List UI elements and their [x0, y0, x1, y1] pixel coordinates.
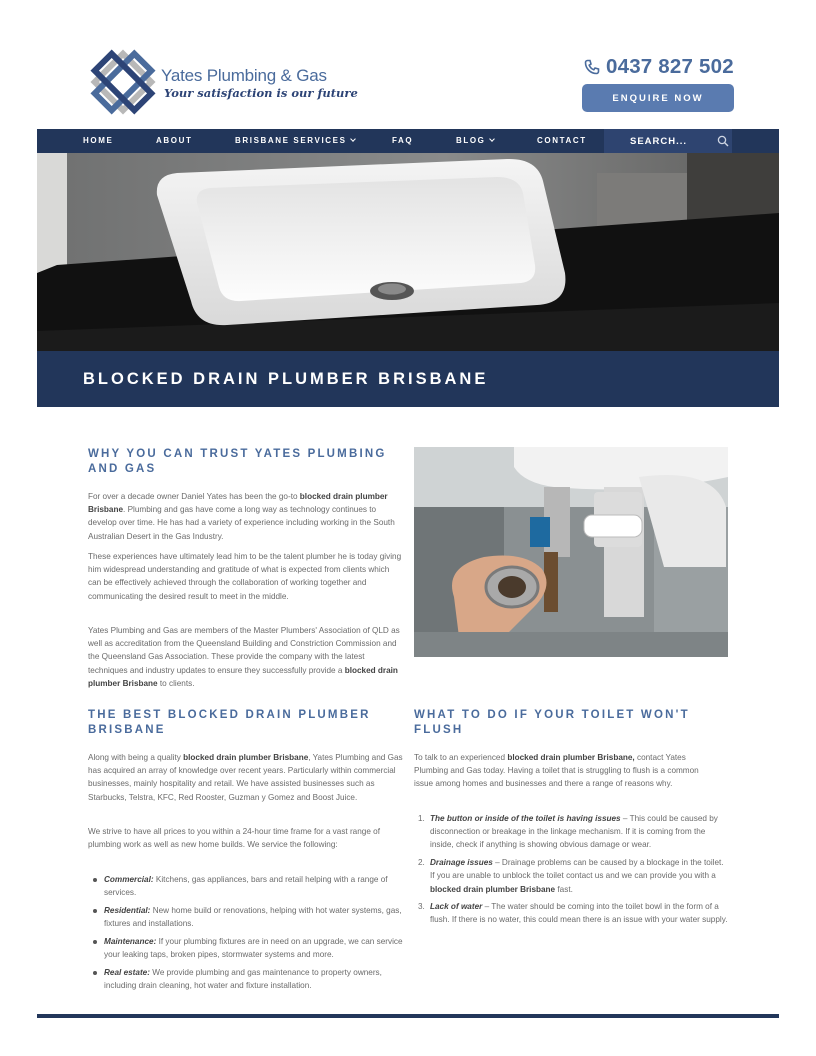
paragraph: [88, 624, 406, 690]
text: For over a decade owner Daniel Yates has been the go-to: [88, 492, 300, 501]
hero-sink-image: [37, 153, 779, 351]
nav-item-blog[interactable]: [456, 129, 494, 153]
main-nav: [37, 129, 779, 153]
keyword: blocked drain plumber Brisbane,: [507, 753, 635, 762]
paragraph: [88, 490, 403, 543]
text: To talk to an experienced: [414, 753, 508, 762]
nav-label: BLOG: [456, 136, 486, 145]
nav-item-brisbane-services[interactable]: [235, 129, 355, 153]
text: . Plumbing and gas have come a long way as technology continues to develop over time. He has had a variety of experience including working in the South Australian Desert in the Gas Industry.: [88, 505, 395, 541]
keyword: blocked drain plumber Brisbane: [183, 753, 309, 762]
term: Real estate:: [104, 967, 150, 977]
nav-label: HOME: [83, 136, 114, 145]
text: Kitchens, gas appliances, bars and retail helping with a range of services.: [104, 875, 388, 898]
keyword: blocked drain plumber Brisbane: [88, 665, 398, 688]
footer-bar: [37, 1014, 779, 1018]
interwoven-square-logo[interactable]: [88, 48, 158, 116]
paragraph: [88, 751, 403, 804]
section-heading-trust: WHY YOU CAN TRUST YATES PLUMBING AND GAS: [88, 448, 387, 475]
search-input[interactable]: [604, 129, 712, 153]
list-item: [418, 900, 730, 926]
text: – This could be caused by disconnection or breakage in the linkage mechanism. If it is coming from the inside, check if anything is showing obvious damage or wear.: [430, 814, 718, 850]
text: , Yates Plumbing and Gas has acquired an array of knowledge over recent years. Particularly within commercial businesses, mainly hospitality and retail. We have assisted businesses such as Starbucks, Telstra, KFC, Red Rooster, Guzman y Gomez and Boost Juice.: [88, 753, 403, 802]
list-item: [104, 873, 404, 899]
phone-link[interactable]: [584, 54, 734, 80]
nav-label: ABOUT: [156, 136, 193, 145]
phone-icon: [584, 59, 600, 75]
list-number: 3.: [418, 902, 425, 912]
text: If your plumbing fixtures are in need on an upgrade, we can service your leaking taps, broken pipes, stormwater systems and more.: [104, 936, 403, 960]
text: – Drainage problems can be caused by a blockage in the toilet. If you are unable to unblock the toilet contact us and we can provide you with a: [430, 858, 724, 881]
term: Drainage issues: [430, 858, 493, 868]
nav-item-home[interactable]: [83, 129, 113, 153]
text: to clients.: [157, 678, 195, 688]
paragraph: These experiences have ultimately lead him to be the talent plumber he is today giving him widespread understanding and gratitude of what is expected from clients which can be effectively achieved through the collaboration of working together and communicating the desired result to meet in the middle.: [88, 552, 402, 601]
text: fast.: [555, 884, 573, 894]
term: The button or inside of the toilet is having issues: [430, 814, 621, 823]
nav-item-about[interactable]: [156, 129, 192, 153]
keyword: blocked drain plumber Brisbane: [430, 884, 556, 894]
term: Residential:: [104, 905, 151, 915]
enquire-now-button[interactable]: ENQUIRE NOW: [582, 84, 734, 112]
keyword: blocked drain plumber Brisbane: [88, 492, 388, 515]
term: Lack of water: [430, 902, 483, 912]
nav-label: FAQ: [392, 136, 414, 145]
text: contact Yates Plumbing and Gas today. Having a toilet that is struggling to flush is a common issue among homes and businesses and there a range of reasons why.: [414, 753, 699, 789]
page-title-band: [37, 351, 779, 407]
list-item: [104, 904, 404, 930]
list-item: [104, 935, 404, 961]
list-number: 2.: [418, 858, 425, 868]
text: Yates Plumbing and Gas are members of the Master Plumbers' Association of QLD as well as accreditation from the Queensland Building and Constriction Commission and the Queensland Gas Association. These provide the company with the latest techniques and industry updates to ensure they successfully provide a: [88, 626, 400, 675]
list-item: [418, 812, 730, 852]
section-heading-toilet-flush: WHAT TO DO IF YOUR TOILET WON'T FLUSH: [414, 709, 690, 736]
search-icon[interactable]: [717, 135, 729, 147]
term: Commercial:: [104, 875, 154, 884]
services-list: [104, 873, 404, 997]
site-header: [0, 0, 816, 128]
brand-name[interactable]: Yates Plumbing & Gas: [161, 66, 327, 85]
page-title: BLOCKED DRAIN PLUMBER BRISBANE: [83, 370, 489, 388]
text: Along with being a quality: [88, 753, 184, 762]
nav-item-contact[interactable]: [537, 129, 587, 153]
list-item: [104, 966, 404, 992]
chevron-down-icon: [350, 136, 356, 142]
text: We provide plumbing and gas maintenance to property owners, including drain cleaning, hot water and fixture installation.: [104, 967, 382, 990]
brand-tagline: Your satisfaction is our future: [164, 86, 358, 100]
section-heading-best-plumber: THE BEST BLOCKED DRAIN PLUMBER BRISBANE: [88, 709, 371, 736]
text: New home build or renovations, helping with hot water systems, gas, fixtures and installations.: [104, 905, 402, 929]
list-item: [418, 856, 730, 896]
list-number: 1.: [418, 814, 425, 823]
plumber-pipe-photo: [414, 447, 728, 657]
toilet-issues-list: [418, 812, 730, 931]
text: – The water should be coming into the toilet bowl in the form of a flush. If there is no water, this could mean there is an issue with your water supply.: [430, 902, 728, 925]
term: Maintenance:: [104, 936, 157, 946]
search-box: [604, 129, 732, 153]
paragraph: [414, 751, 714, 791]
paragraph: We strive to have all prices to you within a 24-hour time frame for a vast range of plumbing work as well as new home builds. We service the following:: [88, 827, 381, 850]
nav-label: BRISBANE SERVICES: [235, 136, 347, 145]
phone-number[interactable]: 0437 827 502: [606, 55, 734, 78]
nav-item-faq[interactable]: [392, 129, 413, 153]
chevron-down-icon: [489, 136, 495, 142]
nav-label: CONTACT: [537, 136, 587, 145]
